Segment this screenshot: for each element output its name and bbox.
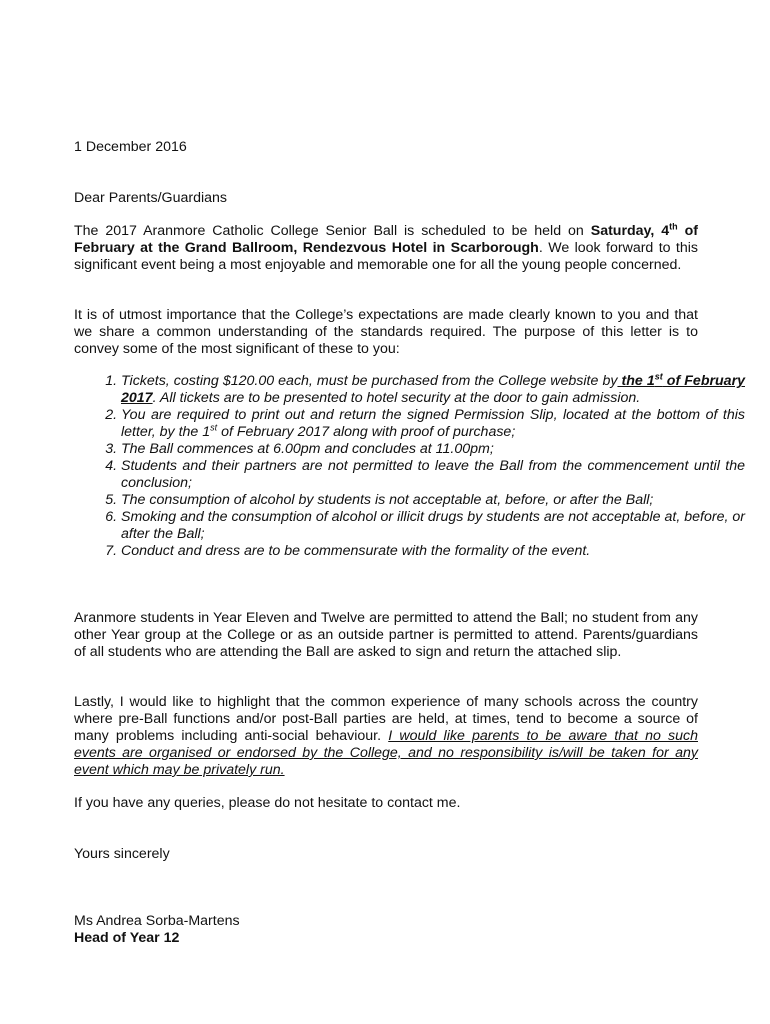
salutation: Dear Parents/Guardians [74,190,227,206]
closing: Yours sincerely [74,846,170,862]
paragraph-expectations: It is of utmost importance that the College’s expectations are made clearly known to you and that we share a common understanding of the standards required. The purpose of this letter is to convey some of the most significant of these to you: [74,307,698,357]
paragraph-eligibility: Aranmore students in Year Eleven and Twelve are permitted to attend the Ball; no student from any other Year group at the College or as an outside partner is permitted to attend. Parents/guardians of all students who are attending the Ball are asked to sign and return the attached slip. [74,610,698,660]
list-item: 2. You are required to print out and return the signed Permission Slip, located at the bottom of this letter, by the 1st of February 2017 along with proof of purchase; [121,407,745,441]
list-item: 5. The consumption of alcohol by students is not acceptable at, before, or after the Ball; [121,492,745,509]
list-item: 7. Conduct and dress are to be commensurate with the formality of the event. [121,543,745,560]
list-item: 6. Smoking and the consumption of alcohol or illicit drugs by students are not acceptable at, before, or after the Ball; [121,509,745,543]
list-item: 1. Tickets, costing $120.00 each, must be purchased from the College website by the 1st of February 2017. All tickets are to be presented to hotel security at the door to gain admission. [121,373,745,407]
list-item: 3. The Ball commences at 6.00pm and concludes at 11.00pm; [121,441,745,458]
signatory-title: Head of Year 12 [74,930,180,946]
signatory-name: Ms Andrea Sorba-Martens [74,913,240,929]
requirements-list [74,373,745,560]
paragraph-ball-announcement: The 2017 Aranmore Catholic College Senior Ball is scheduled to be held on Saturday, 4th of February at the Grand Ballroom, Rendezvous Hotel in Scarborough. We look forward to this significant event being a most enjoyable and memorable one for all the young people concerned. [74,221,699,273]
disclaimer-text: I would like parents to be aware that no such events are organised or endorsed by the College, and no responsibility is/will be taken for any event which may be privately run. [74,728,698,778]
event-date: Saturday, 4th of February at the Grand Ballroom, Rendezvous Hotel in Scarborough [74,221,698,256]
paragraph-pre-post-ball: Lastly, I would like to highlight that the common experience of many schools across the country where pre-Ball functions and/or post-Ball parties are held, at times, tend to become a source of many problems including anti-social behaviour. I would like parents to be aware that no such events are organised or endorsed by the College, and no responsibility is/will be taken for any event which may be privately run. [74,694,698,778]
list-item: 4. Students and their partners are not permitted to leave the Ball from the commencement until the conclusion; [121,458,745,492]
paragraph-queries: If you have any queries, please do not hesitate to contact me. [74,795,461,811]
letter-date: 1 December 2016 [74,139,187,155]
